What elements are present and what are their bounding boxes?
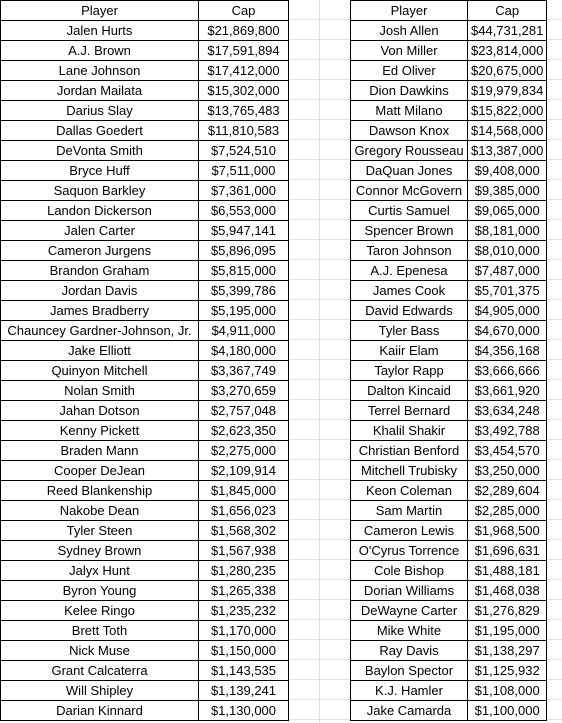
table-row bbox=[351, 481, 547, 501]
cap-header[interactable]: Cap bbox=[468, 1, 547, 21]
player-cell[interactable]: Mike White bbox=[351, 621, 468, 641]
player-cell[interactable]: Tyler Bass bbox=[351, 321, 468, 341]
player-cell[interactable]: Josh Allen bbox=[351, 21, 468, 41]
cap-cell[interactable]: $1,276,829 bbox=[468, 601, 547, 621]
player-cell[interactable]: Darian Kinnard bbox=[1, 701, 199, 721]
right-table-body bbox=[351, 21, 547, 721]
cap-cell[interactable]: $1,468,038 bbox=[468, 581, 547, 601]
cap-cell[interactable]: $3,270,659 bbox=[199, 381, 289, 401]
table-row bbox=[1, 341, 289, 361]
table-row bbox=[351, 621, 547, 641]
cap-cell[interactable]: $4,356,168 bbox=[468, 341, 547, 361]
player-cell[interactable]: Cole Bishop bbox=[351, 561, 468, 581]
cap-cell[interactable]: $4,180,000 bbox=[199, 341, 289, 361]
table-row bbox=[351, 41, 547, 61]
cap-cell[interactable]: $5,896,095 bbox=[199, 241, 289, 261]
player-cell[interactable]: Jahan Dotson bbox=[1, 401, 199, 421]
player-cell[interactable]: Taylor Rapp bbox=[351, 361, 468, 381]
cap-cell[interactable]: $15,822,000 bbox=[468, 101, 547, 121]
player-cell[interactable]: Dallas Goedert bbox=[1, 121, 199, 141]
cap-cell[interactable]: $9,385,000 bbox=[468, 181, 547, 201]
cap-cell[interactable]: $2,109,914 bbox=[199, 461, 289, 481]
cap-cell[interactable]: $1,125,932 bbox=[468, 661, 547, 681]
player-cell[interactable]: Connor McGovern bbox=[351, 181, 468, 201]
player-cell[interactable]: Nakobe Dean bbox=[1, 501, 199, 521]
cap-cell[interactable]: $1,100,000 bbox=[468, 701, 547, 721]
cap-cell[interactable]: $1,195,000 bbox=[468, 621, 547, 641]
cap-cell[interactable]: $21,869,800 bbox=[199, 21, 289, 41]
cap-cell[interactable]: $14,568,000 bbox=[468, 121, 547, 141]
player-cell[interactable]: Reed Blankenship bbox=[1, 481, 199, 501]
cap-cell[interactable]: $9,408,000 bbox=[468, 161, 547, 181]
player-header[interactable]: Player bbox=[351, 1, 468, 21]
table-row bbox=[1, 301, 289, 321]
table-row bbox=[1, 561, 289, 581]
player-cell[interactable]: Nick Muse bbox=[1, 641, 199, 661]
table-row bbox=[351, 421, 547, 441]
table-row bbox=[351, 81, 547, 101]
table-row bbox=[1, 121, 289, 141]
cap-cell[interactable]: $5,815,000 bbox=[199, 261, 289, 281]
player-cell[interactable]: Darius Slay bbox=[1, 101, 199, 121]
cap-cell[interactable]: $13,387,000 bbox=[468, 141, 547, 161]
cap-cell[interactable]: $1,170,000 bbox=[199, 621, 289, 641]
cap-cell[interactable]: $3,367,749 bbox=[199, 361, 289, 381]
cap-cell[interactable]: $5,947,141 bbox=[199, 221, 289, 241]
player-cell[interactable]: Dorian Williams bbox=[351, 581, 468, 601]
cap-cell[interactable]: $11,810,583 bbox=[199, 121, 289, 141]
cap-cell[interactable]: $8,181,000 bbox=[468, 221, 547, 241]
table-row bbox=[1, 101, 289, 121]
cap-cell[interactable]: $5,195,000 bbox=[199, 301, 289, 321]
table-row bbox=[1, 501, 289, 521]
table-row bbox=[351, 101, 547, 121]
player-cell[interactable]: Jalen Hurts bbox=[1, 21, 199, 41]
cap-cell[interactable]: $3,250,000 bbox=[468, 461, 547, 481]
cap-cell[interactable]: $7,361,000 bbox=[199, 181, 289, 201]
cap-cell[interactable]: $2,275,000 bbox=[199, 441, 289, 461]
player-cell[interactable]: Byron Young bbox=[1, 581, 199, 601]
player-cell[interactable]: Dalton Kincaid bbox=[351, 381, 468, 401]
table-row bbox=[351, 521, 547, 541]
cap-cell[interactable]: $17,412,000 bbox=[199, 61, 289, 81]
table-row bbox=[1, 181, 289, 201]
player-cell[interactable]: Jordan Mailata bbox=[1, 81, 199, 101]
cap-cell[interactable]: $1,138,297 bbox=[468, 641, 547, 661]
player-cell[interactable]: Will Shipley bbox=[1, 681, 199, 701]
table-row bbox=[1, 281, 289, 301]
player-cell[interactable]: Kaiir Elam bbox=[351, 341, 468, 361]
cap-cell[interactable]: $4,911,000 bbox=[199, 321, 289, 341]
table-row bbox=[351, 461, 547, 481]
player-cell[interactable]: DeWayne Carter bbox=[351, 601, 468, 621]
table-row bbox=[351, 221, 547, 241]
player-cell[interactable]: Jalyx Hunt bbox=[1, 561, 199, 581]
player-cell[interactable]: Khalil Shakir bbox=[351, 421, 468, 441]
table-row bbox=[351, 301, 547, 321]
cap-cell[interactable]: $7,511,000 bbox=[199, 161, 289, 181]
cap-cell[interactable]: $1,139,241 bbox=[199, 681, 289, 701]
cap-cell[interactable]: $1,568,302 bbox=[199, 521, 289, 541]
player-cell[interactable]: Christian Benford bbox=[351, 441, 468, 461]
player-cell[interactable]: Saquon Barkley bbox=[1, 181, 199, 201]
cap-cell[interactable]: $3,454,570 bbox=[468, 441, 547, 461]
player-cell[interactable]: Terrel Bernard bbox=[351, 401, 468, 421]
header-row bbox=[351, 1, 547, 21]
table-row bbox=[1, 161, 289, 181]
player-cell[interactable]: Jake Camarda bbox=[351, 701, 468, 721]
cap-cell[interactable]: $7,487,000 bbox=[468, 261, 547, 281]
cap-cell[interactable]: $4,905,000 bbox=[468, 301, 547, 321]
cap-header[interactable]: Cap bbox=[199, 1, 289, 21]
player-cell[interactable]: Lane Johnson bbox=[1, 61, 199, 81]
cap-cell[interactable]: $20,675,000 bbox=[468, 61, 547, 81]
cap-cell[interactable]: $1,488,181 bbox=[468, 561, 547, 581]
cap-cell[interactable]: $19,979,834 bbox=[468, 81, 547, 101]
table-row bbox=[1, 461, 289, 481]
left-table-body bbox=[1, 21, 289, 721]
player-cell[interactable]: Keon Coleman bbox=[351, 481, 468, 501]
table-row bbox=[351, 641, 547, 661]
table-row bbox=[351, 201, 547, 221]
table-row bbox=[1, 141, 289, 161]
cap-cell[interactable]: $3,666,666 bbox=[468, 361, 547, 381]
table-row bbox=[351, 581, 547, 601]
player-cell[interactable]: David Edwards bbox=[351, 301, 468, 321]
table-row bbox=[351, 61, 547, 81]
table-row bbox=[1, 261, 289, 281]
cap-cell[interactable]: $1,235,232 bbox=[199, 601, 289, 621]
table-row bbox=[351, 541, 547, 561]
table-row bbox=[351, 141, 547, 161]
table-row bbox=[1, 221, 289, 241]
table-row bbox=[351, 701, 547, 721]
player-cell[interactable]: Quinyon Mitchell bbox=[1, 361, 199, 381]
player-cell[interactable]: Ed Oliver bbox=[351, 61, 468, 81]
table-row bbox=[351, 661, 547, 681]
player-cell[interactable]: DeVonta Smith bbox=[1, 141, 199, 161]
player-cell[interactable]: Curtis Samuel bbox=[351, 201, 468, 221]
table-row bbox=[351, 21, 547, 41]
cap-cell[interactable]: $1,150,000 bbox=[199, 641, 289, 661]
cap-cell[interactable]: $5,399,786 bbox=[199, 281, 289, 301]
table-row bbox=[351, 441, 547, 461]
empty-column bbox=[288, 0, 351, 723]
player-cell[interactable]: A.J. Epenesa bbox=[351, 261, 468, 281]
player-cell[interactable]: James Cook bbox=[351, 281, 468, 301]
table-row bbox=[1, 61, 289, 81]
table-row bbox=[351, 601, 547, 621]
player-cell[interactable]: Dion Dawkins bbox=[351, 81, 468, 101]
cap-cell[interactable]: $2,757,048 bbox=[199, 401, 289, 421]
table-row bbox=[1, 641, 289, 661]
player-cell[interactable]: Sydney Brown bbox=[1, 541, 199, 561]
table-row bbox=[1, 601, 289, 621]
cap-cell[interactable]: $1,143,535 bbox=[199, 661, 289, 681]
cap-cell[interactable]: $8,010,000 bbox=[468, 241, 547, 261]
table-row bbox=[1, 581, 289, 601]
table-row bbox=[1, 81, 289, 101]
cap-cell[interactable]: $1,845,000 bbox=[199, 481, 289, 501]
player-cell[interactable]: Kenny Pickett bbox=[1, 421, 199, 441]
table-row bbox=[1, 701, 289, 721]
table-row bbox=[1, 201, 289, 221]
cap-cell[interactable]: $4,670,000 bbox=[468, 321, 547, 341]
player-cell[interactable]: O'Cyrus Torrence bbox=[351, 541, 468, 561]
cap-cell[interactable]: $13,765,483 bbox=[199, 101, 289, 121]
table-row bbox=[351, 361, 547, 381]
player-cell[interactable]: Gregory Rousseau bbox=[351, 141, 468, 161]
cap-cell[interactable]: $7,524,510 bbox=[199, 141, 289, 161]
cap-cell[interactable]: $2,623,350 bbox=[199, 421, 289, 441]
player-cell[interactable]: Tyler Steen bbox=[1, 521, 199, 541]
cap-cell[interactable]: $9,065,000 bbox=[468, 201, 547, 221]
player-header[interactable]: Player bbox=[1, 1, 199, 21]
table-row bbox=[1, 521, 289, 541]
cap-cell[interactable]: $1,265,338 bbox=[199, 581, 289, 601]
player-cell[interactable]: Jalen Carter bbox=[1, 221, 199, 241]
table-row bbox=[1, 321, 289, 341]
table-row bbox=[1, 21, 289, 41]
table-row bbox=[351, 501, 547, 521]
table-row bbox=[351, 321, 547, 341]
table-row bbox=[351, 261, 547, 281]
player-cell[interactable]: K.J. Hamler bbox=[351, 681, 468, 701]
table-row bbox=[1, 621, 289, 641]
table-row bbox=[1, 681, 289, 701]
table-row bbox=[351, 401, 547, 421]
cap-cell[interactable]: $1,280,235 bbox=[199, 561, 289, 581]
cap-cell[interactable]: $1,108,000 bbox=[468, 681, 547, 701]
player-cell[interactable]: Brandon Graham bbox=[1, 261, 199, 281]
table-row bbox=[351, 181, 547, 201]
player-cell[interactable]: Bryce Huff bbox=[1, 161, 199, 181]
table-row bbox=[351, 121, 547, 141]
player-cell[interactable]: Ray Davis bbox=[351, 641, 468, 661]
player-cell[interactable]: Mitchell Trubisky bbox=[351, 461, 468, 481]
header-row bbox=[1, 1, 289, 21]
player-cell[interactable]: Spencer Brown bbox=[351, 221, 468, 241]
player-cell[interactable]: Kelee Ringo bbox=[1, 601, 199, 621]
table-row bbox=[1, 421, 289, 441]
table-row bbox=[1, 661, 289, 681]
cap-cell[interactable]: $3,492,788 bbox=[468, 421, 547, 441]
cap-cell[interactable]: $3,634,248 bbox=[468, 401, 547, 421]
table-row bbox=[351, 161, 547, 181]
player-cell[interactable]: Grant Calcaterra bbox=[1, 661, 199, 681]
player-cell[interactable]: Sam Martin bbox=[351, 501, 468, 521]
player-cell[interactable]: Nolan Smith bbox=[1, 381, 199, 401]
cap-cell[interactable]: $2,285,000 bbox=[468, 501, 547, 521]
player-cell[interactable]: Jake Elliott bbox=[1, 341, 199, 361]
table-row bbox=[1, 441, 289, 461]
table-row bbox=[351, 241, 547, 261]
player-cell[interactable]: Von Miller bbox=[351, 41, 468, 61]
table-row bbox=[351, 381, 547, 401]
right-cap-table bbox=[350, 0, 547, 721]
table-row bbox=[1, 41, 289, 61]
table-row bbox=[1, 541, 289, 561]
cap-cell[interactable]: $1,696,631 bbox=[468, 541, 547, 561]
player-cell[interactable]: Matt Milano bbox=[351, 101, 468, 121]
table-row bbox=[351, 281, 547, 301]
cap-cell[interactable]: $1,968,500 bbox=[468, 521, 547, 541]
player-cell[interactable]: Cameron Jurgens bbox=[1, 241, 199, 261]
cap-cell[interactable]: $1,656,023 bbox=[199, 501, 289, 521]
player-cell[interactable]: Chauncey Gardner-Johnson, Jr. bbox=[1, 321, 199, 341]
player-cell[interactable]: Baylon Spector bbox=[351, 661, 468, 681]
cap-cell[interactable]: $3,661,920 bbox=[468, 381, 547, 401]
cap-cell[interactable]: $2,289,604 bbox=[468, 481, 547, 501]
player-cell[interactable]: DaQuan Jones bbox=[351, 161, 468, 181]
player-cell[interactable]: Taron Johnson bbox=[351, 241, 468, 261]
cap-cell[interactable]: $15,302,000 bbox=[199, 81, 289, 101]
cap-cell[interactable]: $1,567,938 bbox=[199, 541, 289, 561]
table-row bbox=[351, 341, 547, 361]
table-row bbox=[1, 361, 289, 381]
player-cell[interactable]: James Bradberry bbox=[1, 301, 199, 321]
player-cell[interactable]: Cooper DeJean bbox=[1, 461, 199, 481]
table-row bbox=[1, 381, 289, 401]
player-cell[interactable]: A.J. Brown bbox=[1, 41, 199, 61]
table-row bbox=[351, 681, 547, 701]
player-cell[interactable]: Braden Mann bbox=[1, 441, 199, 461]
cap-cell[interactable]: $5,701,375 bbox=[468, 281, 547, 301]
player-cell[interactable]: Cameron Lewis bbox=[351, 521, 468, 541]
table-row bbox=[1, 241, 289, 261]
cap-cell[interactable]: $1,130,000 bbox=[199, 701, 289, 721]
player-cell[interactable]: Jordan Davis bbox=[1, 281, 199, 301]
player-cell[interactable]: Landon Dickerson bbox=[1, 201, 199, 221]
table-row bbox=[1, 481, 289, 501]
cap-cell[interactable]: $17,591,894 bbox=[199, 41, 289, 61]
table-row bbox=[1, 401, 289, 421]
player-cell[interactable]: Brett Toth bbox=[1, 621, 199, 641]
cap-cell[interactable]: $23,814,000 bbox=[468, 41, 547, 61]
cap-cell[interactable]: $44,731,281 bbox=[468, 21, 547, 41]
player-cell[interactable]: Dawson Knox bbox=[351, 121, 468, 141]
table-row bbox=[351, 561, 547, 581]
cap-cell[interactable]: $6,553,000 bbox=[199, 201, 289, 221]
